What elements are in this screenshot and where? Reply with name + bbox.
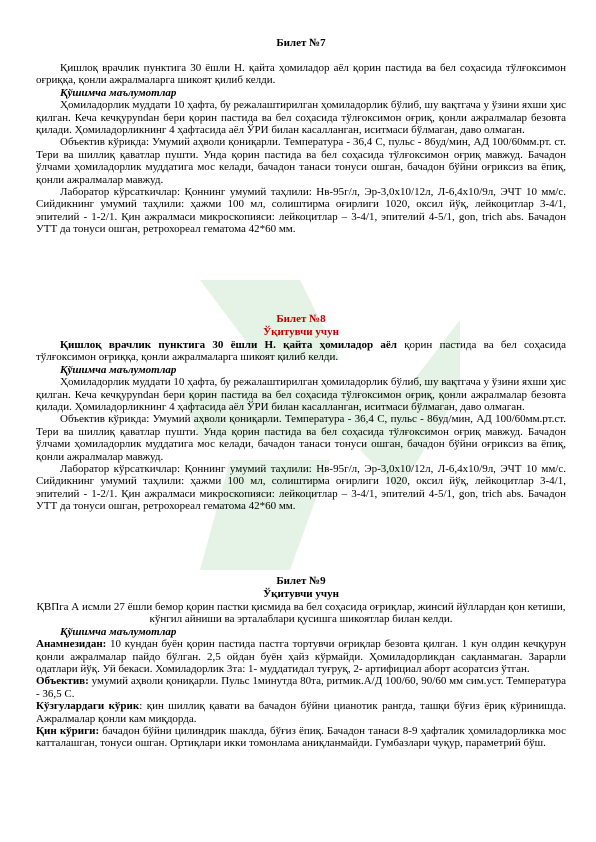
ticket-7-lab: Лаборатор кўрсаткичлар: Қоннинг умумий таҳлили: Нв-95г/л, Эр-3,0х10/12л, Л-6,4х10/9л, ЭЧТ 10 мм/с. Сийдикнинг умумий таҳлили: ҳажми 100 мл, солиштирма оғирлиги 1020, оксил йўқ, лейкоцитлар 3-4/1, эпителий - 1-2/1. Қин ажралмаси микроскопияси: лейкоцитлар – 3-4/1, эпителий 4-5/1, gon, trich abs. Бачадон УТТ да тонуси ошган, ретрохореал гематома 42*60 мм. [36, 186, 566, 236]
ticket-9 [36, 575, 566, 750]
ticket-8 [36, 313, 566, 513]
ticket-8-complaint-rest: қорин пастида ва бел соҳасида тўлғоксимон оғриққа, қонли ажралмаларга шикоят қилиб келди. [36, 339, 566, 364]
ticket-7-complaint: Қишлоқ врачлик пунктига 30 ёшли Н. қайта ҳомиладор аёл қорин пастида ва бел соҳасида тўлғоксимон оғриққа, қонли ажралмаларга шикоят қилиб келди. [36, 62, 566, 87]
ticket-8-title: Билет №8 [276, 313, 326, 325]
vaginal-exam-label: Қин кўриги: [36, 725, 100, 738]
ticket-7-objective: Объектив кўрикда: Умумий аҳволи қониқарли. Температура - 36,4 С, пульс - 86уд/мин, АД 100/60мм.рт. ст. Тери ва шиллиқ қаватлар пушти. Унда қорин пастида ва бел соҳасида тўлғоксимон оғриқ мавжуд. Бачадон ўлчами ҳомиладорлик муддатига мос келади, бачадон танаси тонуси ошган, бачадон бўйни оғриксиз ва ёпиқ, қонли ажралмалар мавжуд. [36, 136, 566, 186]
speculum-exam-label: Кўзгулардаги кўрик [36, 700, 140, 713]
ticket-8-subtitle: Ўқитувчи учун [263, 326, 339, 338]
ticket-7 [36, 37, 566, 236]
ticket-9-anamnesis [36, 638, 566, 675]
objective-text: умумий аҳволи қониқарли. Пульс 1минутда 80та, ритмик.А/Д 100/60, 90/60 мм сим.уст. Температура - 36,5 С. [36, 675, 566, 700]
ticket-9-speculum-exam [36, 700, 566, 725]
ticket-8-objective: Объектив кўрикда: Умумий аҳволи қониқарли. Температура - 36,4 С, пульс - 86уд/мин, АД 100/60мм.рт.ст. Тери ва шиллиқ қаватлар пушти. Унда қорин пастида ва бел соҳасида тўлғоксимон оғриқ мавжуд. Бачадон ўлчами ҳомиладорлик муддатига мос келади, бачадон танаси тонуси ошган, бачадон бўйни оғриксиз ва ёпиқ, қонли ажралмалар мавжуд. [36, 413, 566, 463]
anamnesis-text: 10 кундан буён қорин пастида пастга тортувчи оғриқлар безовта қилган. 1 кун олдин кечқурун қонли ажралмалар пайдо бўлган. 2,5 ойдан буён ҳайз кўрмайди. Ҳомиладорликдан сақланмаган. Зарарли одатлари йўқ. Уй бекаси. Хомиладорлик 3та: 1- муддатидал туғруқ, 2- артифициал аборт асоратсиз ўтган. [36, 638, 566, 676]
ticket-9-additional-info-heading: Қўшимча маълумотлар [60, 625, 177, 638]
ticket-8-additional-info-heading: Қўшимча маълумотлар [60, 363, 177, 376]
ticket-9-vaginal-exam [36, 725, 566, 750]
ticket-8-lab: Лаборатор кўрсаткичлар: Қоннинг умумий таҳлили: Нв-95г/л, Эр-3,0х10/12л, Л-6,4х10/9л, ЭЧТ 10 мм/с. Сийдикнинг умумий таҳлили: ҳажми 100 мл, солиштирма оғирлиги 1020, оксил йўқ, лейкоцитлар 3-4/1, эпителий - 1-2/1. Қин ажралмаси микроскопияси: лейкоцитлар – 3-4/1, эпителий 4-5/1, gon, trich abs. Бачадон УТТ да тонуси ошган, ретрохореал гематома 42*60 мм. [36, 463, 566, 513]
vaginal-exam-text: бачадон бўйни цилиндрик шаклда, бўғиз ёпиқ. Бачадон танаси 8-9 ҳафталик ҳомиладорликка мос катталашган, тонуси ошган. Ортиқлари икки томонлама аниқланмайди. Гумбазлари чуқур, параметрий бўш. [36, 725, 566, 750]
ticket-8-history: Ҳомиладорлик муддати 10 ҳафта, бу режалаштирилган ҳомиладорлик бўлиб, шу вақтгача у ўзини яхши ҳис қилган. Кеча кечқуруndан бери қорин пастида ва бел соҳасида тўлғоксимон оғриқ, қонли ажралмалар безовта қилади. Ҳомиладорликнинг 4 ҳафтасида аёл ЎРИ билан касалланган, иситмаси бўлмаган, даво олмаган. [36, 376, 566, 414]
ticket-7-additional-info-heading: Қўшимча маълумотлар [60, 86, 177, 99]
ticket-7-title: Билет №7 [276, 37, 326, 49]
ticket-9-title: Билет №9 [276, 575, 326, 587]
speculum-exam-text: : қин шиллиқ қавати ва бачадон бўйни цианотик рангда, ташқи бўғиз ёриқ кўринишда. Ажралмалар қонли кам миқдорда. [36, 700, 566, 725]
anamnesis-label: Анамнезидан: [36, 638, 107, 651]
ticket-8-complaint-bold: Қишлоқ врачлик пунктига 30 ёшли Н. қайта ҳомиладор аёл [60, 339, 397, 351]
objective-label: Объектив: [36, 675, 89, 688]
ticket-7-history: Ҳомиладорлик муддати 10 ҳафта, бу режалаштирилган ҳомиладорлик бўлиб, шу вақтгача у ўзини яхши ҳис қилган. Кеча кечқуруndан бери қорин пастида ва бел соҳасида тўлғоксимон оғриқ, қонли ажралмалар безовта қилади. Ҳомиладорликнинг 4 ҳафтасида аёл ЎРИ билан касалланган, иситмаси бўлмаган, даво олмаган. [36, 99, 566, 137]
ticket-9-subtitle: Ўқитувчи учун [263, 588, 339, 600]
ticket-9-complaint: ҚВПга А исмли 27 ёшли бемор қорин пастки қисмида ва бел соҳасида оғриқлар, жинсий йўллардан қон кетиши, кўнгил айниши ва эрталаблари қусишга шикоятлар билан келди. [36, 601, 566, 626]
ticket-8-complaint [36, 339, 566, 364]
ticket-9-objective [36, 675, 566, 700]
